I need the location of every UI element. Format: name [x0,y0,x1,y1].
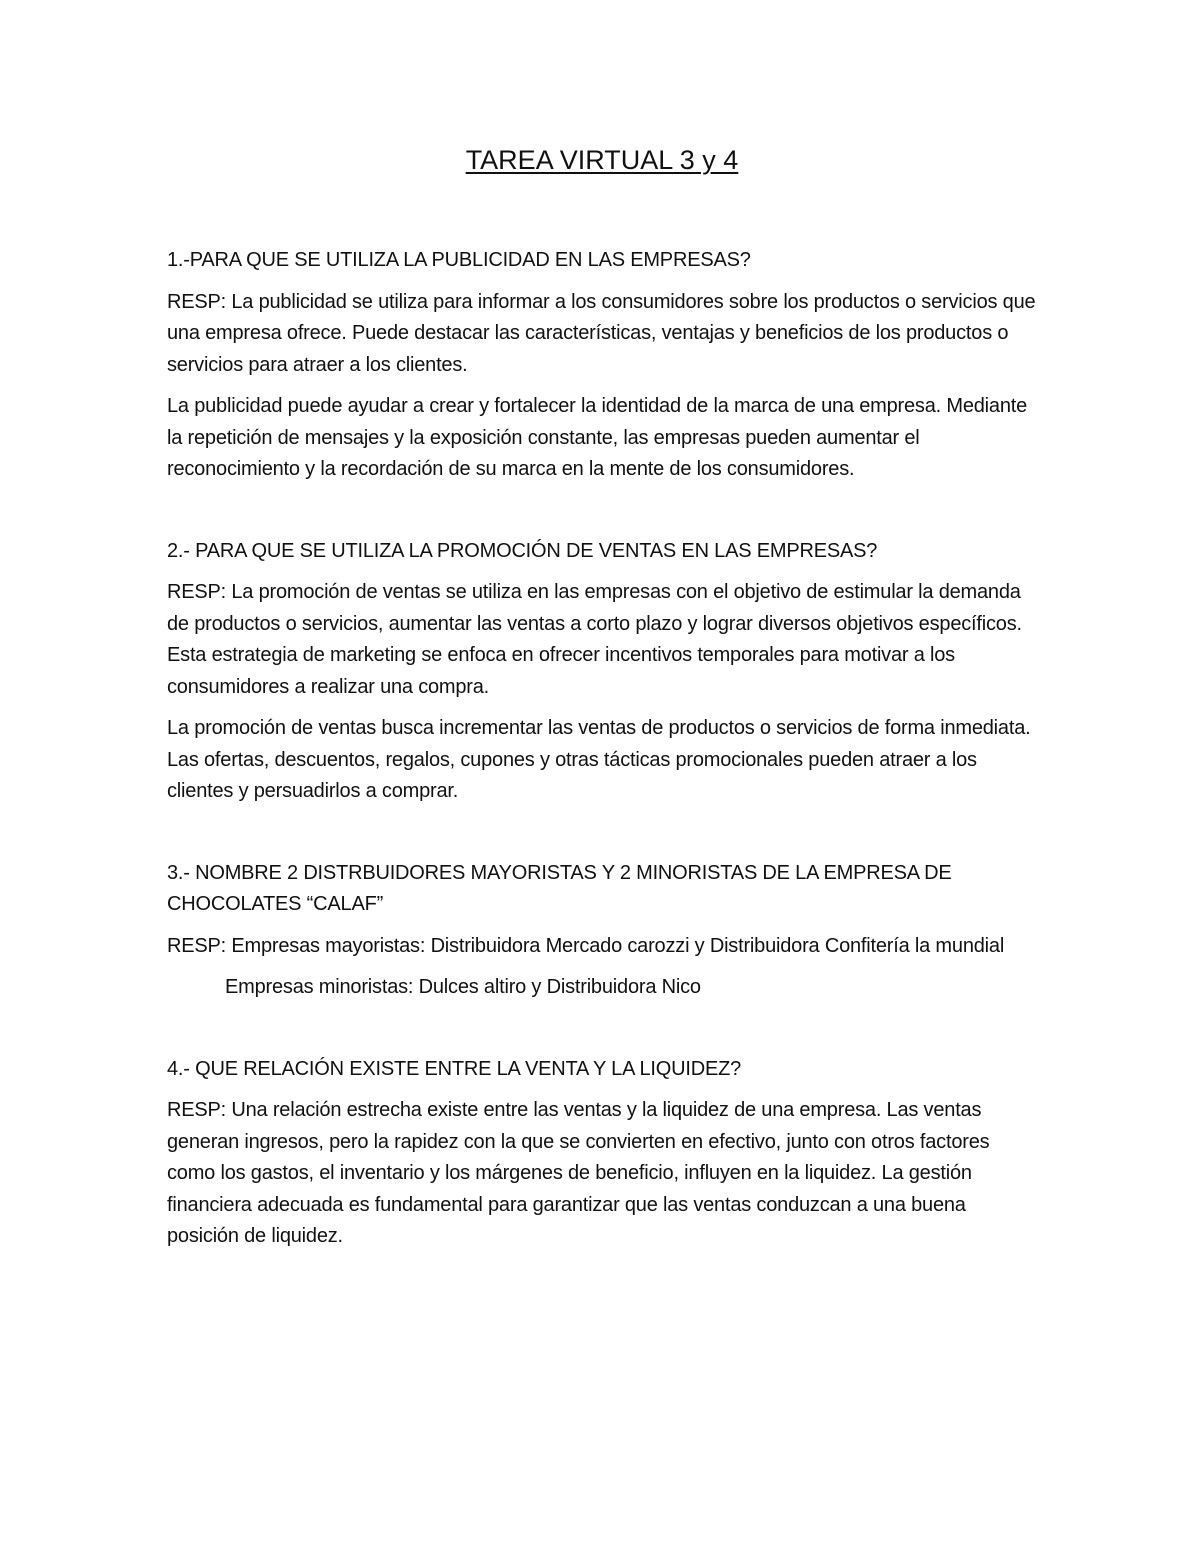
answer-3-paragraph-2: Empresas minoristas: Dulces altiro y Distribuidora Nico [225,976,701,998]
answer-1-paragraph-2: La publicidad puede ayudar a crear y fortalecer la identidad de la marca de una empresa. Mediante la repetición de mensajes y la exposición constante, las empresas pueden aumentar el reconocimiento y la recordación de su marca en la mente de los consumidores. [167,395,1028,480]
section-1 [167,245,1037,486]
question-4: 4.- QUE RELACIÓN EXISTE ENTRE LA VENTA Y LA LIQUIDEZ? [167,1057,742,1080]
answer-1-paragraph-1: RESP: La publicidad se utiliza para informar a los consumidores sobre los productos o servicios que una empresa ofrece. Puede destacar las características, ventajas y beneficios de los productos o servicios para atraer a los clientes. [167,290,1036,376]
question-3: 3.- NOMBRE 2 DISTRBUIDORES MAYORISTAS Y 2 MINORISTAS DE LA EMPRESA DE CHOCOLATES “CALAF” [167,861,952,915]
answer-2-paragraph-1: RESP: La promoción de ventas se utiliza en las empresas con el objetivo de estimular la demanda de productos o servicios, aumentar las ventas a corto plazo y lograr diversos objetivos específicos. Esta estrategia de marketing se enfoca en ofrecer incentivos temporales para motivar a los consumidores a realizar una compra. [167,581,1022,698]
answer-2-paragraph-2: La promoción de ventas busca incrementar las ventas de productos o servicios de forma inmediata. Las ofertas, descuentos, regalos, cupones y otras tácticas promocionales pueden atraer a los clientes y persuadirlos a comprar. [167,717,1031,802]
question-1: 1.-PARA QUE SE UTILIZA LA PUBLICIDAD EN LAS EMPRESAS? [167,249,751,271]
answer-4-paragraph-1: RESP: Una relación estrecha existe entre las ventas y la liquidez de una empresa. Las ventas generan ingresos, pero la rapidez con la que se convierten en efectivo, junto con otros factores como los gastos, el inventario y los márgenes de beneficio, influyen en la liquidez. La gestión financiera adecuada es fundamental para garantizar que las ventas conduzcan a una buena posición de liquidez. [167,1099,990,1247]
section-2 [167,536,1037,808]
section-4 [167,1054,1037,1253]
question-2: 2.- PARA QUE SE UTILIZA LA PROMOCIÓN DE VENTAS EN LAS EMPRESAS? [167,539,878,562]
document-title: TAREA VIRTUAL 3 y 4 [465,145,739,175]
section-3 [167,858,1037,1004]
document-body [167,143,1037,1303]
answer-3-paragraph-1: RESP: Empresas mayoristas: Distribuidora Mercado carozzi y Distribuidora Confitería la mundial [167,934,1005,957]
